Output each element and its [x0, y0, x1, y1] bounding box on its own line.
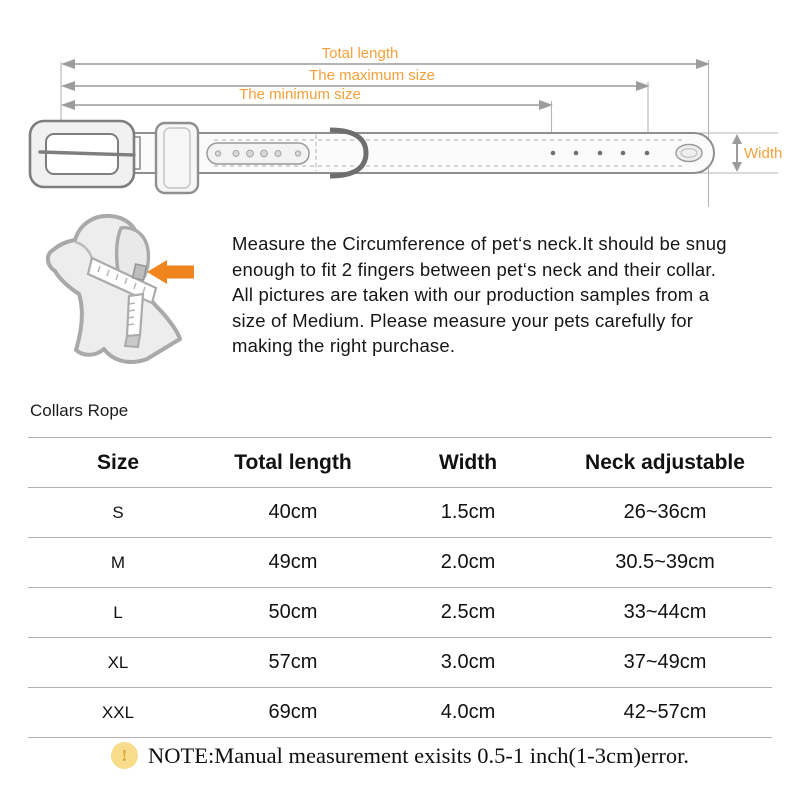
dog-measurement-illustration: [26, 208, 216, 373]
size-table: [28, 437, 772, 738]
measure-instructions: [232, 231, 792, 359]
instruction-line: Measure the Circumference of pet‘s neck.It should be snug: [232, 233, 727, 254]
instruction-line: enough to fit 2 fingers between pet‘s neck and their collar.: [232, 258, 717, 280]
table-row: S 40cm 1.5cm 26~36cm: [28, 488, 772, 538]
table-row: XL 57cm 3.0cm 37~49cm: [28, 638, 772, 688]
table-row: M 49cm 2.0cm 30.5~39cm: [28, 538, 772, 588]
table-header-row: [28, 438, 772, 488]
tip-tag: [676, 145, 702, 162]
header-width: Width: [378, 438, 558, 488]
note-text: NOTE:Manual measurement exisits 0.5-1 inch(1-3cm)error.: [147, 742, 690, 768]
collar-measurement-diagram: [0, 0, 800, 222]
collar-illustration: [30, 121, 714, 193]
header-neck-adjustable: Neck adjustable: [558, 438, 772, 488]
instruction-line: All pictures are taken with our production samples from a: [232, 284, 710, 306]
keeper-loop: [156, 123, 198, 193]
header-total-length: Total length: [208, 438, 378, 488]
instruction-line: making the right purchase.: [232, 335, 456, 357]
total-length-label: Total length: [321, 45, 399, 62]
arrow-icon: [147, 260, 194, 284]
minimum-size-label: The minimum size: [239, 86, 361, 103]
brand-plate: [207, 143, 309, 164]
instruction-line: size of Medium. Please measure your pets carefully for: [232, 309, 694, 331]
width-label: Width: [744, 145, 783, 162]
table-caption: Collars Rope: [30, 401, 129, 420]
dog-head: [48, 216, 180, 362]
maximum-size-label: The maximum size: [309, 67, 435, 84]
exclamation-icon: !: [111, 742, 138, 769]
note-bar: [0, 742, 800, 769]
buckle: [30, 121, 134, 187]
table-row: XXL 69cm 4.0cm 42~57cm: [28, 688, 772, 738]
header-size: Size: [28, 438, 208, 488]
tape-clasp: [133, 264, 147, 280]
table-row: L 50cm 2.5cm 33~44cm: [28, 588, 772, 638]
